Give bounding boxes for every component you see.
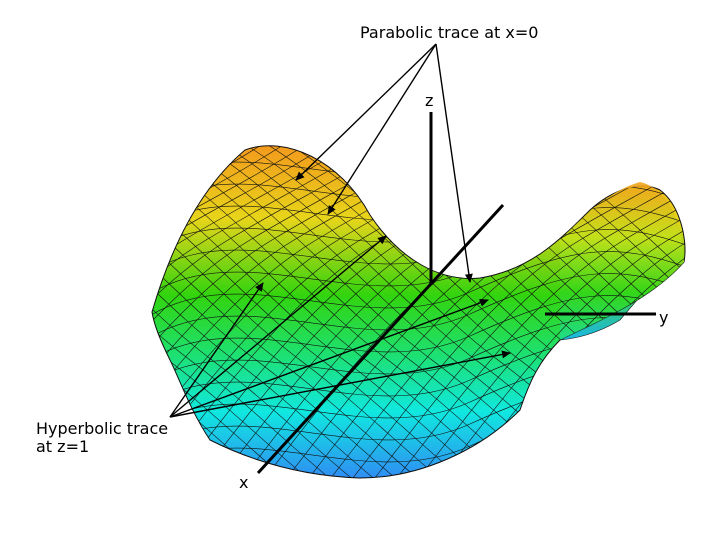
hyperbolic-trace-label: [36, 420, 168, 456]
hyperbolic-trace-label-line2: at z=1: [36, 437, 90, 456]
parabolic-arrow-3: [436, 44, 470, 282]
parabolic-arrow-2: [328, 44, 436, 214]
y-axis-label: y: [659, 308, 669, 327]
saddle-surface: [0, 60, 720, 540]
hyperbolic-trace-label-line1: Hyperbolic trace: [36, 419, 169, 438]
parabolic-trace-label: Parabolic trace at x=0: [360, 23, 539, 42]
parabolic-arrow-1: [296, 44, 436, 180]
z-axis-label: z: [425, 91, 434, 110]
mesh-line: [0, 140, 168, 540]
x-axis-label: x: [239, 473, 249, 492]
